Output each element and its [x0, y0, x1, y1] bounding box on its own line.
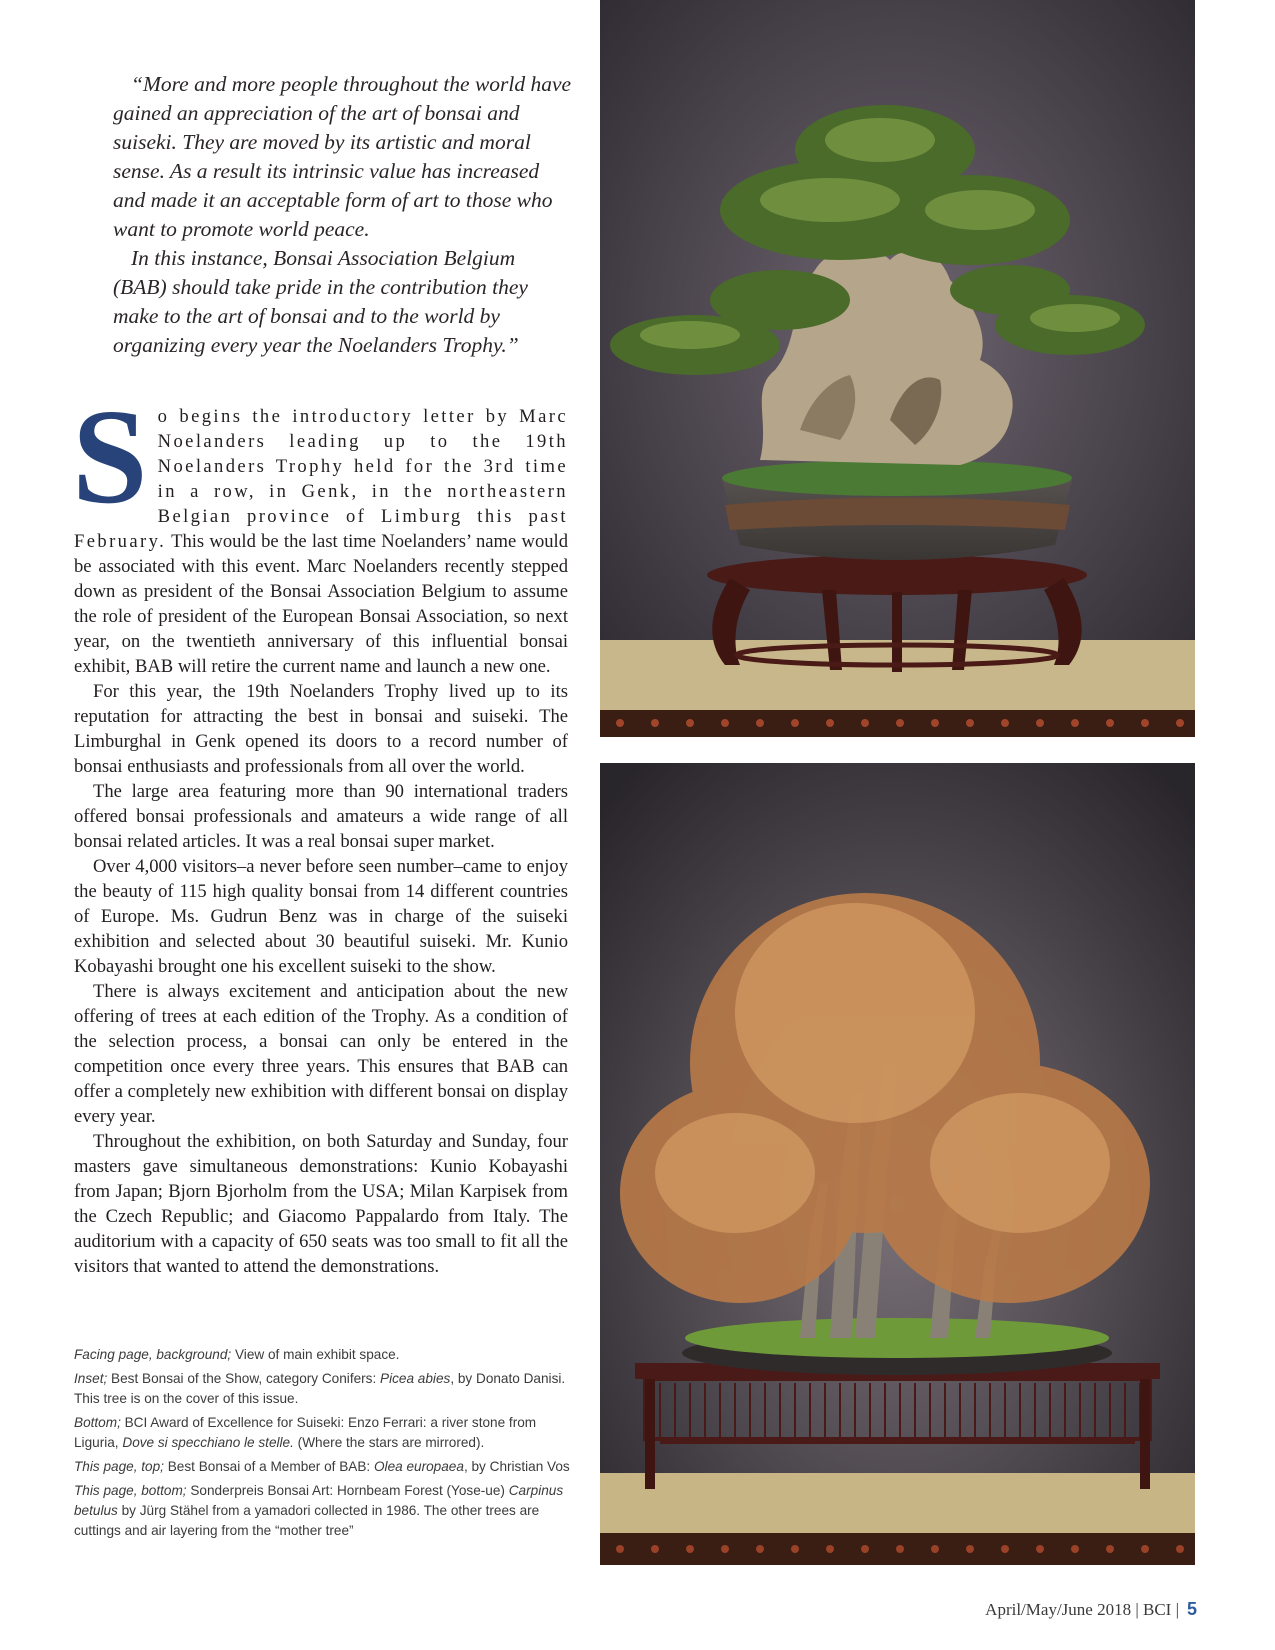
caption-text: (Where the stars are mirrored). [293, 1435, 485, 1450]
caption-text: BCI Award of Excellence for Suiseki: Enzo Ferrari: a river stone from Liguria, [74, 1415, 537, 1450]
quote-paragraph-2: In this instance, Bonsai Association Belgium (BAB) should take pride in the contribution they make to the art of bonsai and to the world by organizing every year the Noelanders Trophy.” [113, 246, 528, 357]
photo-captions [74, 1345, 574, 1545]
caption-label: Bottom; [74, 1415, 121, 1430]
caption-text: , by Donato Danisi. This tree is on the cover of this issue. [74, 1371, 566, 1406]
caption-text: Best Bonsai of a Member of BAB: [163, 1459, 374, 1474]
lead-rest-text: This would be the last time Noelanders’ name would be associated with this event. Marc Noelanders recently stepped down as president of the Bonsai Association Belgium to assume the role of president of the European Bonsai Association, so next year, on the twentieth anniversary of this influential bonsai exhibit, BAB will retire the current name and launch a new one. [74, 531, 568, 677]
caption-label: This page, top; [74, 1459, 164, 1474]
pull-quote [113, 70, 573, 360]
caption-text: Best Bonsai of the Show, category Conifers: [107, 1371, 381, 1386]
page-number: 5 [1186, 1599, 1197, 1619]
article-paragraph: Over 4,000 visitors–a never before seen number–came to enjoy the beauty of 115 high quality bonsai from 14 different countries of Europe. Ms. Gudrun Benz was in charge of the suiseki exhibition and selected about 30 beautiful suiseki. Mr. Kunio Kobayashi brought one his excellent suiseki to the show. [74, 856, 568, 977]
caption-text: View of main exhibit space. [231, 1347, 400, 1362]
caption-bottom [74, 1413, 574, 1453]
article-paragraph: The large area featuring more than 90 international traders offered bonsai professionals and amateurs a wide range of all bonsai related articles. It was a real bonsai super market. [74, 781, 568, 852]
caption-text: by Jürg Stähel from a yamadori collected in 1986. The other trees are cuttings and air layering from the “mother tree” [74, 1503, 540, 1538]
page-footer [985, 1599, 1197, 1620]
olive-bonsai-photo [600, 0, 1195, 737]
caption-species: Olea europaea [373, 1459, 464, 1474]
article-body [72, 382, 568, 1279]
lead-spaced-text: o begins the introductory letter by Marc Noelanders leading up to the 19th Noelanders Trophy held for the 3rd time in a row, in Genk, in the northeastern Belgian province of Limburg this past February. [74, 406, 568, 552]
caption-text: Sonderpreis Bonsai Art: Hornbeam Forest (Yose-ue) [186, 1483, 509, 1498]
caption-facing-background [74, 1345, 574, 1365]
drop-cap: S [72, 382, 148, 532]
article-paragraph: There is always excitement and anticipation about the new offering of trees at each edition of the Trophy. As a condition of the selection process, a bonsai can only be entered in the competition once every three years. This ensures that BAB can offer a completely new exhibition with different bonsai on display every year. [74, 981, 568, 1127]
article-paragraph: For this year, the 19th Noelanders Trophy lived up to its reputation for attracting the best in bonsai and suiseki. The Limburghal in Genk opened its doors to a record number of bonsai enthusiasts and professionals from all over the world. [74, 681, 568, 777]
caption-inset [74, 1369, 574, 1409]
caption-this-page-bottom [74, 1481, 574, 1541]
caption-text: , by Christian Vos [463, 1459, 570, 1474]
caption-label: This page, bottom; [74, 1483, 187, 1498]
article-paragraph: Throughout the exhibition, on both Saturday and Sunday, four masters gave simultaneous demonstrations: Kunio Kobayashi from Japan; Bjorn Bjorholm from the USA; Milan Karpisek from the Czech Republic; and Giacomo Pappalardo from Italy. The auditorium with a capacity of 650 seats was too small to fit all the visitors that wanted to attend the demonstrations. [74, 1131, 568, 1277]
hornbeam-forest-photo [600, 763, 1195, 1565]
caption-species: Carpinus betulus [74, 1483, 564, 1518]
article-lead-paragraph [72, 382, 568, 679]
issue-line: April/May/June 2018 | BCI | [985, 1600, 1179, 1619]
caption-label: Facing page, background; [74, 1347, 232, 1362]
caption-title: Dove si specchiano le stelle. [122, 1435, 294, 1450]
caption-this-page-top [74, 1457, 574, 1477]
caption-label: Inset; [74, 1371, 108, 1386]
caption-species: Picea abies [380, 1371, 451, 1386]
quote-paragraph-1: “More and more people throughout the world have gained an appreciation of the art of bonsai and suiseki. They are moved by its artistic and moral sense. As a result its intrinsic value has increased and made it an acceptable form of art to those who want to promote world peace. [113, 72, 572, 241]
